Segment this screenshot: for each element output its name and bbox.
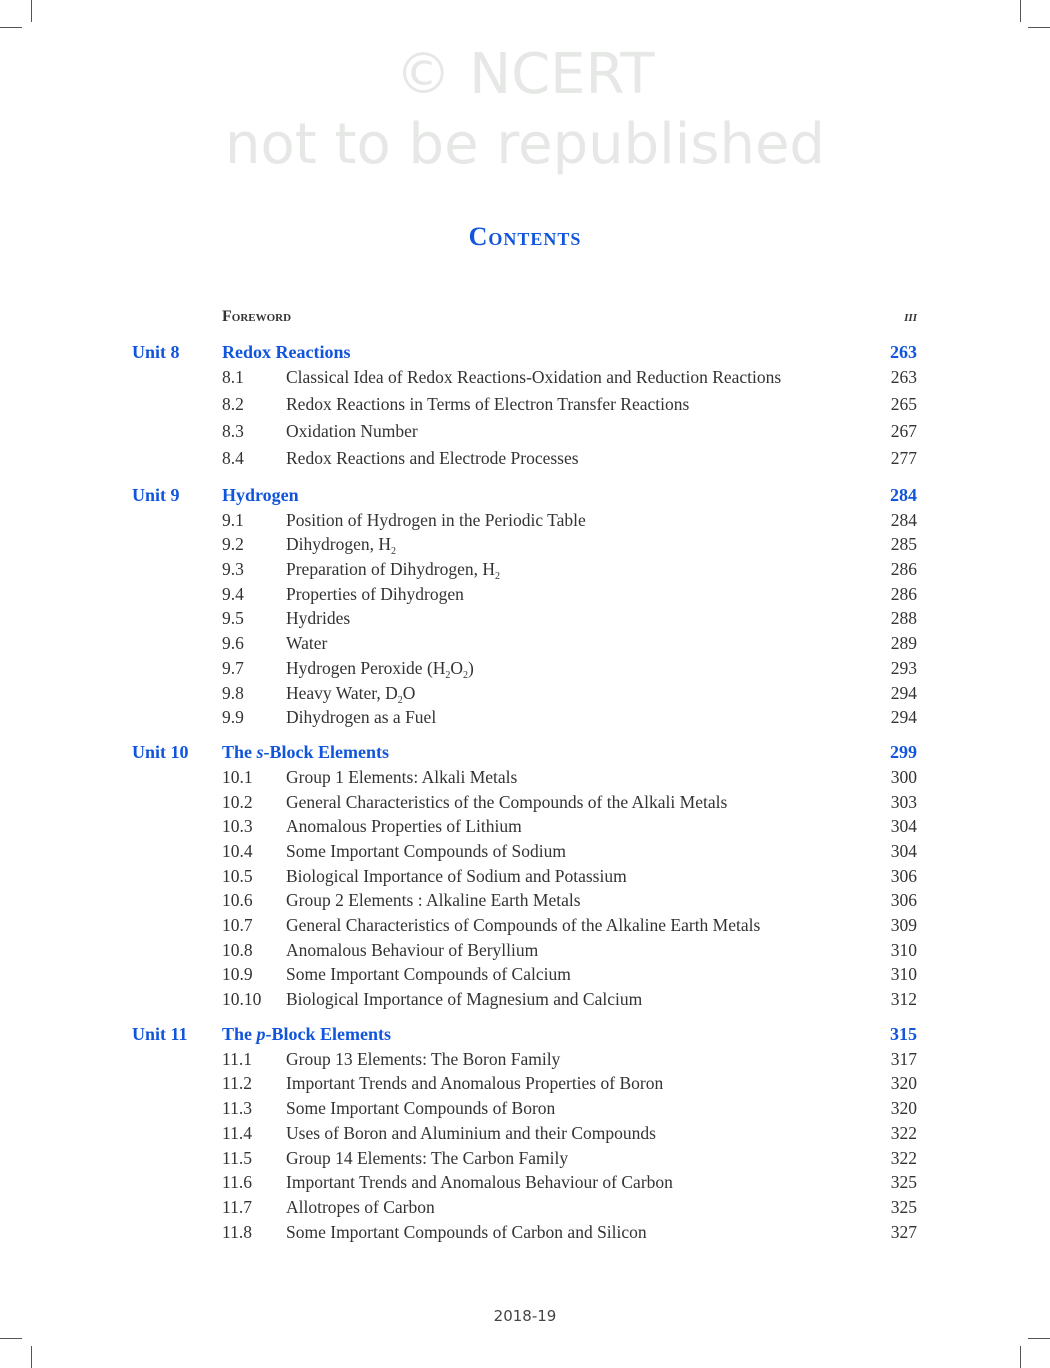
crop-mark: [1020, 0, 1021, 22]
title-segment: -Block Elements: [265, 1023, 392, 1044]
title-segment: General Characteristics of the Compounds of the Alkali Metals: [286, 791, 728, 812]
title-segment: Biological Importance of Magnesium and Calcium: [286, 989, 643, 1010]
entry-number: 11.1: [222, 1048, 252, 1069]
entry-page: 263: [890, 366, 917, 387]
unit-label: Unit 10: [132, 741, 189, 762]
subscript: 2: [494, 571, 500, 583]
toc-entry[interactable]: [132, 583, 917, 608]
title-segment: Redox Reactions in Terms of Electron Transfer Reactions: [286, 393, 690, 414]
foreword-page: iii: [904, 308, 917, 325]
title-segment: Group 2 Elements : Alkaline Earth Metals: [286, 890, 581, 911]
unit-heading[interactable]: [132, 341, 917, 366]
title-segment: Classical Idea of Redox Reactions-Oxidation and Reduction Reactions: [286, 366, 782, 387]
entry-number: 11.6: [222, 1172, 252, 1193]
entry-page: 304: [890, 816, 917, 837]
entry-page: 265: [890, 393, 917, 414]
entry-title: [286, 815, 881, 837]
title-segment: ): [468, 657, 474, 678]
entry-number: 9.4: [222, 583, 244, 604]
entry-page: 306: [890, 865, 917, 886]
title-segment: Uses of Boron and Aluminium and their Compounds: [286, 1122, 656, 1143]
toc-entry[interactable]: [132, 1072, 917, 1097]
entry-page: 289: [890, 633, 917, 654]
entry-page: 312: [890, 989, 917, 1010]
entry-title: [222, 741, 880, 763]
entry-page: 300: [890, 766, 917, 787]
title-segment: Heavy Water, D: [286, 682, 398, 703]
unit-page: 263: [890, 341, 917, 362]
entry-page: 325: [890, 1196, 917, 1217]
toc-entry[interactable]: [132, 1097, 917, 1122]
unit-heading[interactable]: [132, 484, 917, 509]
crop-mark: [31, 0, 32, 22]
entry-page: 322: [890, 1122, 917, 1143]
toc-entry[interactable]: [132, 815, 917, 840]
unit-heading[interactable]: [132, 1023, 917, 1048]
entry-title: [286, 791, 881, 813]
toc-entry[interactable]: [132, 706, 917, 731]
entry-title: [286, 1122, 881, 1144]
entry-title: [286, 366, 881, 388]
unit-page: 284: [890, 484, 917, 505]
title-segment: Properties of Dihydrogen: [286, 583, 464, 604]
entry-number: 10.7: [222, 915, 253, 935]
unit-section: [132, 341, 917, 474]
title-segment: p: [256, 1023, 266, 1044]
title-segment: Some Important Compounds of Sodium: [286, 840, 566, 861]
title-segment: Group 14 Elements: The Carbon Family: [286, 1147, 569, 1168]
entry-number: 11.8: [222, 1221, 252, 1242]
crop-mark: [0, 27, 22, 28]
title-segment: Some Important Compounds of Calcium: [286, 964, 571, 985]
entry-page: 325: [890, 1172, 917, 1193]
crop-mark: [0, 1338, 22, 1339]
title-segment: O: [402, 682, 416, 703]
entry-page: 320: [890, 1073, 917, 1094]
title-segment: Important Trends and Anomalous Behaviour of Carbon: [286, 1172, 673, 1193]
entry-title: [286, 1048, 881, 1070]
entry-page: 294: [890, 707, 917, 728]
unit-label: Unit 8: [132, 341, 180, 362]
entry-number: 8.3: [222, 420, 244, 441]
toc-entry[interactable]: [132, 766, 917, 791]
entry-page: 284: [890, 509, 917, 530]
entry-title: [286, 939, 881, 961]
unit-page: 315: [890, 1023, 917, 1044]
toc-foreword[interactable]: [132, 306, 917, 331]
toc-entry[interactable]: [132, 1221, 917, 1246]
entry-number: 10.9: [222, 964, 253, 985]
entry-title: [286, 393, 881, 415]
toc-entry[interactable]: [132, 914, 917, 939]
entry-title: [286, 988, 881, 1010]
entry-number: 8.1: [222, 366, 244, 387]
title-segment: Some Important Compounds of Boron: [286, 1098, 556, 1119]
crop-mark: [31, 1346, 32, 1368]
title-segment: O: [450, 657, 464, 678]
toc-entry[interactable]: [132, 1048, 917, 1073]
entry-page: 286: [890, 583, 917, 604]
unit-page: 299: [890, 741, 917, 762]
entry-title: [286, 447, 881, 469]
toc-entry[interactable]: [132, 393, 917, 420]
toc-entry[interactable]: [132, 988, 917, 1013]
entry-number: 9.8: [222, 682, 244, 703]
entry-number: 11.2: [222, 1073, 252, 1094]
unit-section: [132, 484, 917, 731]
entry-number: 11.3: [222, 1098, 252, 1119]
crop-mark: [1028, 27, 1050, 28]
entry-number: 10.1: [222, 766, 253, 787]
title-segment: Allotropes of Carbon: [286, 1196, 435, 1217]
title-segment: Dihydrogen, H: [286, 534, 391, 555]
entry-title: [222, 484, 880, 506]
entry-number: 9.9: [222, 707, 244, 728]
entry-title: [286, 889, 881, 911]
entry-page: 310: [890, 939, 917, 960]
subscript: 2: [397, 694, 403, 706]
entry-page: 267: [890, 420, 917, 441]
toc-entry[interactable]: [132, 1122, 917, 1147]
entry-number: 9.5: [222, 608, 244, 629]
unit-section: [132, 1023, 917, 1246]
entry-page: 310: [890, 964, 917, 985]
toc-entry[interactable]: [132, 657, 917, 682]
watermark-line: © NCERT: [395, 42, 655, 107]
watermark-line: not to be republished: [225, 112, 825, 177]
title-segment: Position of Hydrogen in the Periodic Table: [286, 509, 586, 530]
crop-mark: [1028, 1338, 1050, 1339]
entry-title: [286, 533, 881, 558]
entry-number: 10.4: [222, 840, 253, 861]
table-of-contents: [132, 306, 917, 1245]
entry-page: 293: [890, 657, 917, 678]
title-segment: The: [222, 741, 257, 762]
entry-page: 277: [890, 447, 917, 468]
toc-entry[interactable]: [132, 558, 917, 583]
entry-number: 11.4: [222, 1122, 252, 1143]
toc-entry[interactable]: [132, 607, 917, 632]
entry-number: 8.4: [222, 447, 244, 468]
title-segment: Oxidation Number: [286, 420, 418, 441]
subscript: 2: [463, 669, 469, 681]
entry-title: [286, 1221, 881, 1243]
entry-title: [286, 607, 881, 629]
toc-entry[interactable]: [132, 939, 917, 964]
entry-title: [286, 706, 881, 728]
entry-title: [286, 420, 881, 442]
toc-entry[interactable]: [132, 682, 917, 707]
toc-entry[interactable]: [132, 865, 917, 890]
toc-entry[interactable]: [132, 1171, 917, 1196]
title-segment: Group 1 Elements: Alkali Metals: [286, 766, 518, 787]
entry-number: 9.6: [222, 633, 244, 654]
toc-entry[interactable]: [132, 791, 917, 816]
entry-title: [286, 840, 881, 862]
entry-page: 285: [890, 534, 917, 555]
entry-number: 10.6: [222, 890, 253, 911]
unit-label: Unit 11: [132, 1023, 188, 1044]
unit-list: [132, 341, 917, 1246]
entry-number: 9.1: [222, 509, 244, 530]
title-segment: s: [256, 741, 264, 762]
entry-title: [286, 865, 881, 887]
title-segment: Hydrogen: [222, 484, 299, 505]
entry-title: [286, 558, 881, 583]
entry-page: 327: [890, 1221, 917, 1242]
entry-page: 294: [890, 682, 917, 703]
toc-entry[interactable]: [132, 447, 917, 474]
unit-section: [132, 741, 917, 1013]
title-segment: Group 13 Elements: The Boron Family: [286, 1048, 561, 1069]
title-segment: Dihydrogen as a Fuel: [286, 707, 437, 728]
entry-title: [286, 766, 881, 788]
subscript: 2: [390, 546, 396, 558]
title-segment: Preparation of Dihydrogen, H: [286, 559, 495, 580]
unit-heading[interactable]: [132, 741, 917, 766]
entry-number: 11.7: [222, 1196, 252, 1217]
entry-page: 306: [890, 890, 917, 911]
toc-entry[interactable]: [132, 1147, 917, 1172]
entry-title: [286, 509, 881, 531]
title-segment: Biological Importance of Sodium and Potassium: [286, 865, 627, 886]
entry-title: [286, 1171, 881, 1193]
entry-page: 303: [890, 791, 917, 812]
title-segment: The: [222, 1023, 257, 1044]
entry-title: [286, 1147, 881, 1169]
crop-mark: [1020, 1346, 1021, 1368]
subscript: 2: [445, 669, 451, 681]
entry-title: [286, 632, 881, 654]
entry-title: [286, 1097, 881, 1119]
entry-page: 288: [890, 608, 917, 629]
entry-page: 286: [890, 559, 917, 580]
title-segment: Hydrogen Peroxide (H: [286, 657, 446, 678]
toc-entry[interactable]: [132, 533, 917, 558]
title-segment: Important Trends and Anomalous Properties of Boron: [286, 1073, 664, 1094]
entry-page: 304: [890, 840, 917, 861]
entry-page: 309: [890, 915, 917, 935]
toc-entry[interactable]: [132, 420, 917, 447]
title-segment: Anomalous Behaviour of Beryllium: [286, 939, 539, 960]
entry-title: [286, 1072, 881, 1094]
toc-entry[interactable]: [132, 632, 917, 657]
entry-page: 317: [890, 1048, 917, 1069]
toc-entry[interactable]: [132, 366, 917, 393]
entry-title: [286, 1196, 881, 1218]
title-segment: Water: [286, 633, 328, 654]
entry-number: 9.7: [222, 657, 244, 678]
entry-title: [286, 682, 881, 704]
entry-number: 10.2: [222, 791, 253, 812]
entry-page: 320: [890, 1098, 917, 1119]
title-segment: Hydrides: [286, 608, 351, 629]
entry-number: 11.5: [222, 1147, 252, 1168]
title-segment: Anomalous Properties of Lithium: [286, 816, 522, 837]
entry-title: [286, 963, 881, 985]
entry-number: 10.3: [222, 816, 253, 837]
title-segment: -Block Elements: [263, 741, 390, 762]
page-title: Contents: [468, 222, 582, 251]
entry-page: 322: [890, 1147, 917, 1168]
entry-title: [222, 1023, 880, 1045]
entry-number: 9.3: [222, 559, 244, 580]
toc-entry[interactable]: [132, 840, 917, 865]
entry-title: [286, 583, 881, 605]
footer-year: 2018-19: [493, 1307, 557, 1325]
toc-entry[interactable]: [132, 509, 917, 534]
title-segment: Some Important Compounds of Carbon and Silicon: [286, 1221, 647, 1242]
entry-number: 9.2: [222, 534, 244, 555]
watermark: [0, 40, 1050, 180]
entry-title: [286, 657, 881, 679]
title-segment: General Characteristics of Compounds of the Alkaline Earth Metals: [286, 915, 761, 935]
title-segment: Redox Reactions: [222, 341, 351, 362]
entry-title: [222, 341, 880, 363]
toc-entry[interactable]: [132, 1196, 917, 1221]
toc-entry[interactable]: [132, 963, 917, 988]
toc-entry[interactable]: [132, 889, 917, 914]
entry-number: 10.10: [222, 989, 262, 1010]
foreword-label: Foreword: [222, 308, 292, 325]
entry-number: 8.2: [222, 393, 244, 414]
entry-number: 10.8: [222, 939, 253, 960]
entry-number: 10.5: [222, 865, 253, 886]
title-segment: Redox Reactions and Electrode Processes: [286, 447, 579, 468]
unit-label: Unit 9: [132, 484, 180, 505]
entry-title: [286, 914, 881, 936]
